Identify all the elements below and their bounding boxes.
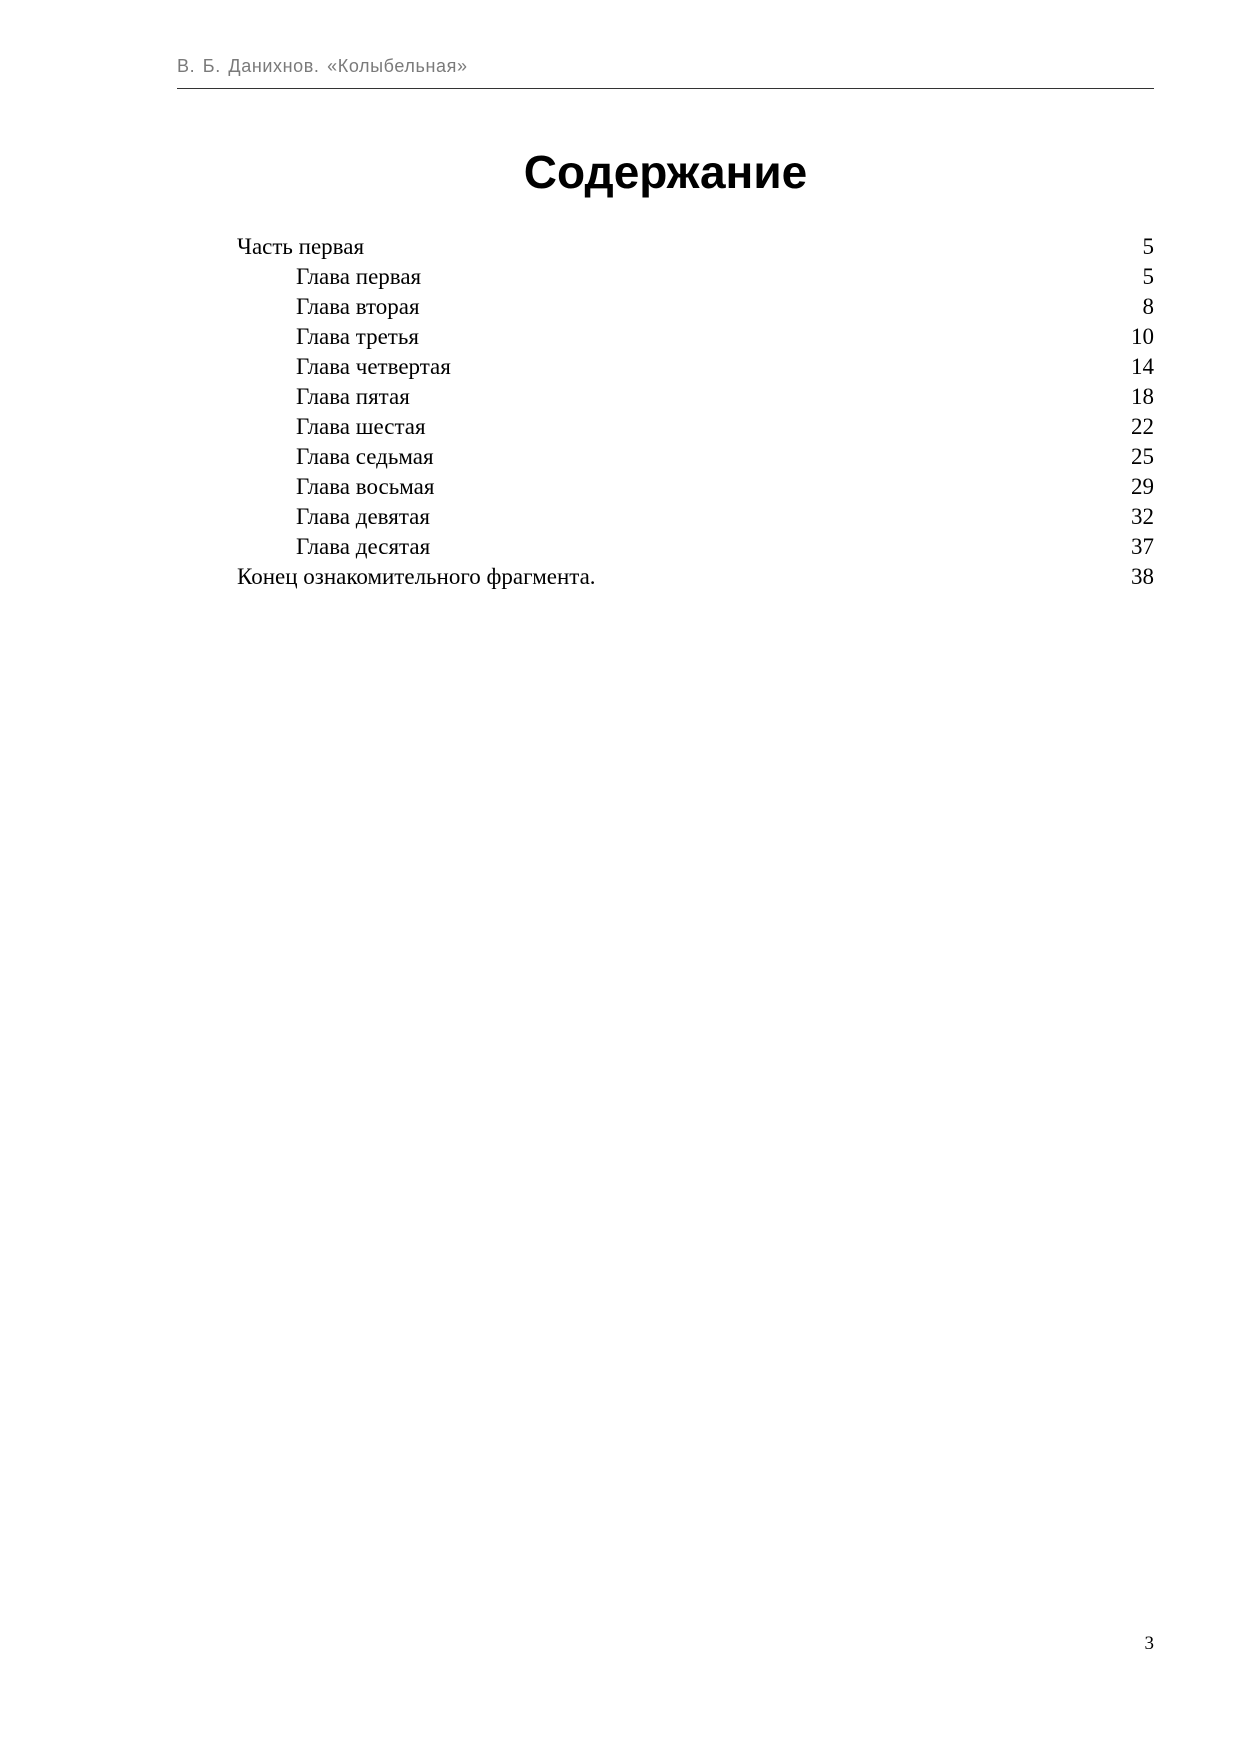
toc-entry[interactable] bbox=[237, 412, 1154, 442]
toc-entry-label: Глава шестая bbox=[296, 414, 426, 439]
toc-entry[interactable] bbox=[237, 322, 1154, 352]
toc-entry[interactable] bbox=[237, 562, 1154, 592]
toc-entry-page: 8 bbox=[1142, 294, 1154, 319]
toc-entry-label: Глава третья bbox=[296, 324, 419, 349]
toc-entry-page: 18 bbox=[1131, 384, 1154, 409]
toc-entry[interactable] bbox=[237, 502, 1154, 532]
toc-entry-label: Конец ознакомительного фрагмента. bbox=[237, 564, 596, 589]
toc-entry-label: Глава пятая bbox=[296, 384, 410, 409]
toc-entry-page: 38 bbox=[1131, 564, 1154, 589]
toc-entry[interactable] bbox=[237, 442, 1154, 472]
toc-entry-label: Глава четвертая bbox=[296, 354, 451, 379]
page-number: 3 bbox=[1144, 1633, 1154, 1654]
toc-list bbox=[237, 232, 1154, 592]
toc-entry-label: Глава седьмая bbox=[296, 444, 434, 469]
toc-entry[interactable] bbox=[237, 472, 1154, 502]
toc-entry-page: 22 bbox=[1131, 414, 1154, 439]
running-header: В. Б. Данихнов. «Колыбельная» bbox=[177, 56, 468, 76]
toc-entry-label: Глава десятая bbox=[296, 534, 431, 559]
toc-entry[interactable] bbox=[237, 382, 1154, 412]
toc-entry[interactable] bbox=[237, 532, 1154, 562]
toc-entry-label: Глава вторая bbox=[296, 294, 420, 319]
toc-entry[interactable] bbox=[237, 352, 1154, 382]
toc-entry-page: 25 bbox=[1131, 444, 1154, 469]
toc-entry-page: 37 bbox=[1131, 534, 1154, 559]
toc-entry[interactable] bbox=[237, 292, 1154, 322]
toc-entry-page: 10 bbox=[1131, 324, 1154, 349]
toc-entry-label: Часть первая bbox=[237, 234, 365, 259]
toc-entry-label: Глава первая bbox=[296, 264, 422, 289]
toc-entry-label: Глава восьмая bbox=[296, 474, 435, 499]
toc-entry-page: 14 bbox=[1131, 354, 1154, 379]
header-divider bbox=[177, 88, 1154, 89]
toc-entry-label: Глава девятая bbox=[296, 504, 430, 529]
toc-entry-page: 5 bbox=[1142, 264, 1154, 289]
toc-entry[interactable] bbox=[237, 232, 1154, 262]
toc-entry-page: 32 bbox=[1131, 504, 1154, 529]
toc-entry-page: 5 bbox=[1142, 234, 1154, 259]
toc-title: Содержание bbox=[523, 146, 808, 198]
toc-entry[interactable] bbox=[237, 262, 1154, 292]
toc-entry-page: 29 bbox=[1131, 474, 1154, 499]
